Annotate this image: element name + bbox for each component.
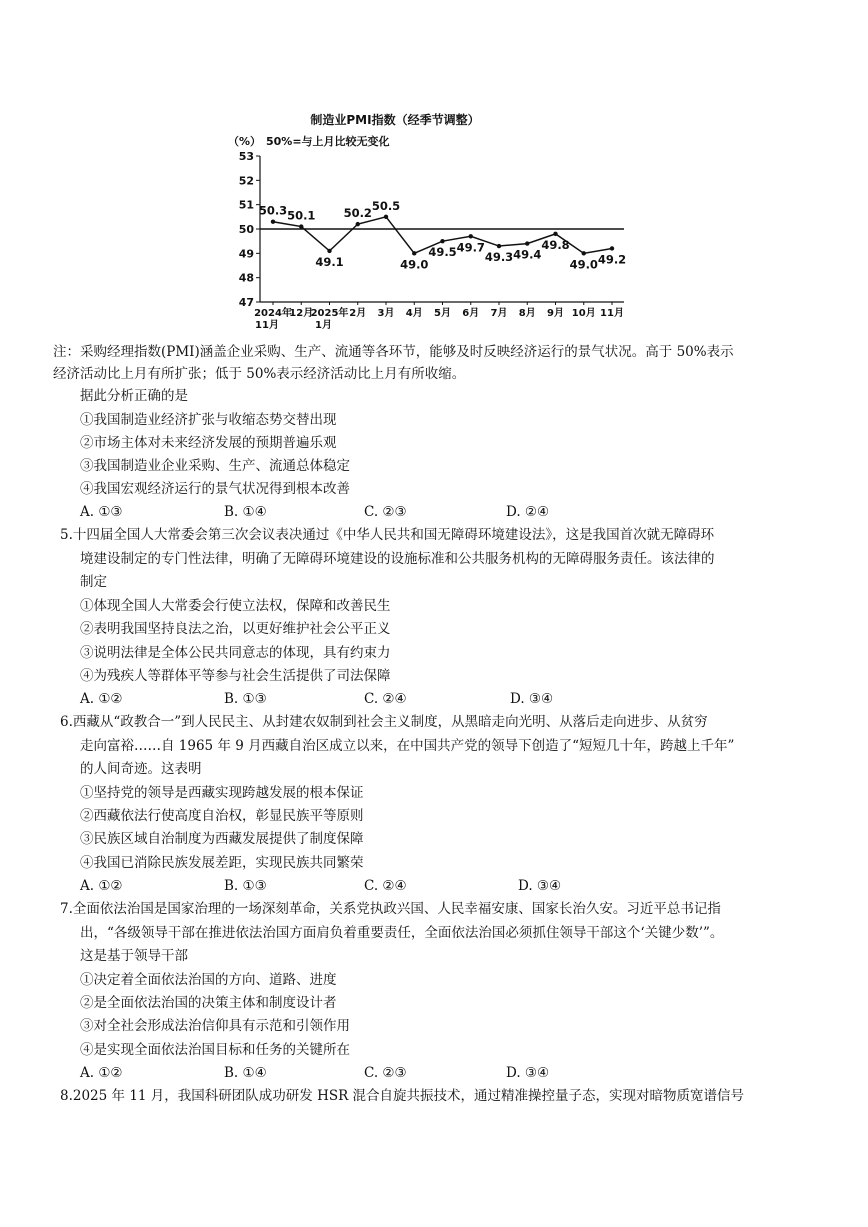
q6-option-c: C. ②④ bbox=[364, 878, 407, 894]
q6-item-1: ①坚持党的领导是西藏实现跨越发展的根本保证 bbox=[80, 785, 364, 801]
x-tick-label: 8月 bbox=[518, 308, 536, 319]
chart-annotation: 50%=与上月比较无变化 bbox=[266, 135, 390, 148]
data-point bbox=[412, 251, 416, 255]
note-line-1: 注：采购经理指数(PMI)涵盖企业采购、生产、流通等各环节，能够及时反映经济运行的景气状况。高于 50%表示 bbox=[53, 344, 734, 360]
q6-item-3: ③民族区域自治制度为西藏发展提供了制度保障 bbox=[80, 831, 364, 847]
q5-option-d: D. ③④ bbox=[510, 691, 554, 707]
q4-item-1: ①我国制造业经济扩张与收缩态势交替出现 bbox=[80, 412, 337, 428]
q4-item-3: ③我国制造业企业采购、生产、流通总体稳定 bbox=[80, 458, 350, 474]
data-point bbox=[299, 224, 303, 228]
q6-option-a: A. ①② bbox=[80, 878, 123, 894]
data-point bbox=[497, 244, 501, 248]
data-label: 49.1 bbox=[315, 254, 344, 269]
x-tick-label: 11月 bbox=[600, 308, 624, 319]
q4-option-a: A. ①③ bbox=[80, 504, 123, 520]
q6-stem-line-3: 的人间奇迹。这表明 bbox=[80, 761, 202, 777]
data-point bbox=[356, 222, 360, 226]
q5-item-1: ①体现全国人大常委会行使立法权，保障和改善民生 bbox=[80, 598, 391, 614]
data-point bbox=[469, 234, 473, 238]
q5-stem-line-1: 5.十四届全国人大常委会第三次会议表决通过《中华人民共和国无障碍环境建设法》，这是我国首次就无障碍环 bbox=[60, 527, 715, 543]
x-tick-label: 3月 bbox=[377, 308, 395, 319]
y-tick-label: 52 bbox=[238, 174, 254, 188]
q5-stem-line-2: 境建设制定的专门性法律，明确了无障碍环境建设的设施标准和公共服务机构的无障碍服务责任。该法律的 bbox=[80, 551, 715, 567]
data-label: 49.8 bbox=[541, 237, 570, 252]
q7-stem-line-2: 出，“各级领导干部在推进依法治国方面肩负着重要责任，全面依法治国必须抓住领导干部这个‘关键少数’”。 bbox=[80, 925, 724, 941]
x-tick-label: 12月 bbox=[289, 308, 314, 319]
q5-item-4: ④为残疾人等群体平等参与社会生活提供了司法保障 bbox=[80, 668, 391, 684]
data-label: 49.4 bbox=[513, 247, 542, 262]
x-tick-sublabel: 1月 bbox=[315, 320, 332, 330]
chart-title: 制造业PMI指数（经季节调整） bbox=[310, 113, 480, 127]
q7-stem-line-3: 这是基于领导干部 bbox=[80, 948, 188, 964]
data-point bbox=[327, 249, 331, 253]
x-tick-label: 4月 bbox=[405, 308, 423, 319]
q4-item-4: ④我国宏观经济运行的景气状况得到根本改善 bbox=[80, 481, 350, 497]
data-labels bbox=[259, 199, 626, 271]
q8-stem-line-1: 8.2025 年 11 月，我国科研团队成功研发 HSR 混合自旋共振技术，通过精准操控量子态，实现对暗物质宽谱信号 bbox=[60, 1088, 745, 1104]
y-tick-label: 47 bbox=[238, 296, 254, 309]
q5-item-2: ②表明我国坚持良法之治，以更好维护社会公平正义 bbox=[80, 621, 391, 637]
q7-item-2: ②是全面依法治国的决策主体和制度设计者 bbox=[80, 995, 337, 1011]
x-tick-label: 9月 bbox=[547, 308, 564, 319]
x-tick-label: 6月 bbox=[462, 308, 480, 319]
q6-item-2: ②西藏依法行使高度自治权，彰显民族平等原则 bbox=[80, 808, 364, 824]
data-label: 50.3 bbox=[258, 203, 288, 218]
data-label: 50.1 bbox=[287, 208, 316, 223]
x-axis bbox=[254, 302, 624, 330]
data-point bbox=[553, 232, 557, 236]
q6-item-4: ④我国已消除民族发展差距，实现民族共同繁荣 bbox=[80, 855, 364, 871]
y-axis bbox=[239, 150, 260, 309]
data-label: 50.2 bbox=[343, 206, 372, 221]
q5-option-a: A. ①② bbox=[80, 691, 123, 707]
y-tick-label: 51 bbox=[238, 198, 254, 212]
q7-item-3: ③对全社会形成法治信仰具有示范和引领作用 bbox=[80, 1018, 350, 1034]
q6-stem-line-2: 走向富裕……自 1965 年 9 月西藏自治区成立以来，在中国共产党的领导下创造了“短短几十年，跨越上千年” bbox=[80, 738, 735, 754]
q6-stem-line-1: 6.西藏从“政教合一”到人民民主、从封建农奴制到社会主义制度，从黑暗走向光明、从落后走向进步、从贫穷 bbox=[60, 714, 708, 730]
x-tick-sublabel: 11月 bbox=[255, 320, 279, 330]
q6-option-d: D. ③④ bbox=[518, 878, 562, 894]
q7-item-1: ①决定着全面依法治国的方向、道路、进度 bbox=[80, 972, 337, 988]
data-label: 49.7 bbox=[456, 240, 485, 255]
q7-option-d: D. ③④ bbox=[506, 1065, 550, 1081]
data-point bbox=[525, 241, 529, 245]
x-tick-label: 2025年 bbox=[310, 308, 349, 319]
q7-option-b: B. ①④ bbox=[224, 1065, 267, 1081]
q7-option-c: C. ②③ bbox=[364, 1065, 407, 1081]
y-axis-unit: （%） bbox=[228, 135, 262, 148]
data-label: 49.0 bbox=[400, 257, 429, 272]
data-label: 49.3 bbox=[484, 250, 514, 265]
data-point bbox=[440, 239, 444, 243]
q6-option-b: B. ①③ bbox=[224, 878, 267, 894]
data-label: 50.5 bbox=[371, 198, 401, 213]
data-label: 49.5 bbox=[428, 245, 457, 260]
q4-option-c: C. ②③ bbox=[364, 504, 407, 520]
y-tick-label: 50 bbox=[238, 223, 254, 236]
data-label: 49.0 bbox=[569, 257, 598, 272]
x-tick-label: 10月 bbox=[571, 308, 596, 319]
x-tick-label: 2月 bbox=[349, 308, 367, 319]
pmi-line-chart bbox=[220, 108, 640, 330]
x-tick-label: 7月 bbox=[490, 308, 508, 319]
x-tick-label: 5月 bbox=[434, 308, 451, 319]
q4-option-b: B. ①④ bbox=[224, 504, 267, 520]
q4-option-d: D. ②④ bbox=[506, 504, 550, 520]
data-point bbox=[271, 220, 275, 224]
q5-option-b: B. ①③ bbox=[224, 691, 267, 707]
q7-stem-line-1: 7.全面依法治国是国家治理的一场深刻革命，关系党执政兴国、人民幸福安康、国家长治久安。习近平总书记指 bbox=[60, 901, 721, 917]
q4-stem: 据此分析正确的是 bbox=[80, 388, 188, 404]
q7-option-a: A. ①② bbox=[80, 1065, 123, 1081]
data-label: 49.2 bbox=[597, 252, 627, 267]
q5-option-c: C. ②④ bbox=[364, 691, 407, 707]
q5-stem-line-3: 制定 bbox=[80, 574, 107, 590]
data-point bbox=[582, 251, 586, 255]
q4-item-2: ②市场主体对未来经济发展的预期普遍乐观 bbox=[80, 435, 337, 451]
y-tick-label: 48 bbox=[238, 271, 254, 285]
data-point bbox=[384, 215, 388, 219]
data-point bbox=[610, 246, 614, 250]
y-tick-label: 53 bbox=[238, 150, 254, 163]
x-tick-label: 2024年 bbox=[254, 308, 292, 319]
q5-item-3: ③说明法律是全体公民共同意志的体现，具有约束力 bbox=[80, 645, 391, 661]
note-line-2: 经济活动比上月有所扩张；低于 50%表示经济活动比上月有所收缩。 bbox=[53, 366, 466, 382]
y-tick-label: 49 bbox=[238, 247, 254, 261]
q7-item-4: ④是实现全面依法治国目标和任务的关键所在 bbox=[80, 1042, 350, 1058]
